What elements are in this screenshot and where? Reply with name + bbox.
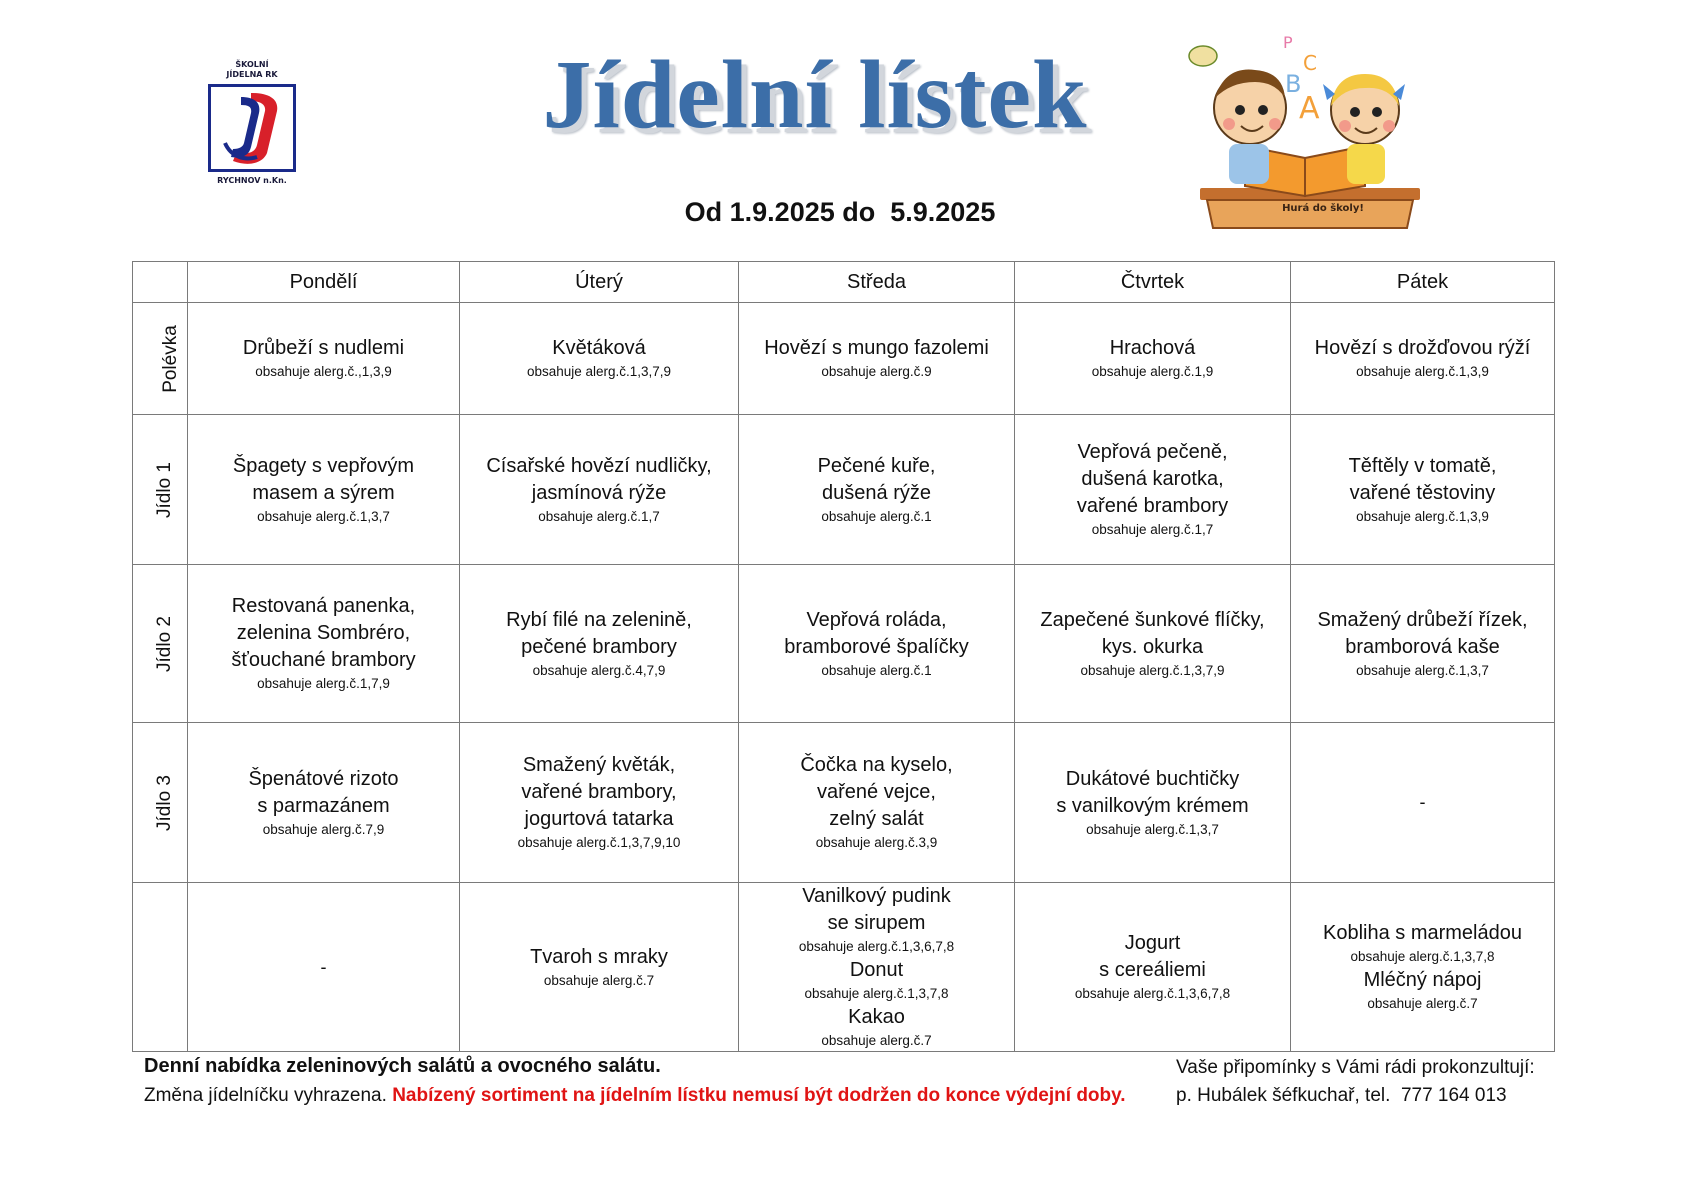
day-header-tuesday: Úterý (460, 262, 739, 303)
dish-name: bramborové špalíčky (784, 635, 969, 658)
menu-row (133, 415, 1555, 565)
menu-cell-tuesday (460, 303, 739, 415)
menu-cell-wednesday (739, 415, 1015, 565)
dish-name: s vanilkovým krémem (1056, 794, 1249, 817)
dish-name: Čočka na kyselo, (800, 754, 953, 776)
menu-cell-friday (1291, 415, 1555, 565)
logo-top-line-2: JÍDELNA RK (226, 70, 278, 79)
menu-cell-tuesday (460, 723, 739, 883)
dish-name: Kobliha s marmeládou (1323, 922, 1522, 944)
menu-cell-monday (188, 415, 460, 565)
illustration-caption: Hurá do školy! (1282, 203, 1364, 214)
row-label-cell (133, 723, 188, 883)
letter-c: C (1303, 51, 1317, 75)
dish-name: Špagety s vepřovým (232, 454, 415, 477)
header-row (133, 262, 1555, 303)
dish-name: zelný salát (829, 808, 924, 830)
dish-name: se sirupem (827, 912, 926, 934)
dish-name: jasmínová rýže (531, 481, 667, 504)
menu-cell-thursday (1015, 565, 1291, 723)
menu-cell-wednesday (739, 303, 1015, 415)
row-label-cell (133, 883, 188, 1052)
dish-name: dušená karotka, (1081, 468, 1224, 490)
menu-cell-wednesday (739, 723, 1015, 883)
letter-a: A (1299, 91, 1320, 126)
logo-bottom-line: RYCHNOV n.Kn. (217, 176, 287, 185)
menu-row (133, 565, 1555, 723)
menu-cell-thursday (1015, 303, 1291, 415)
allergen-info: obsahuje alerg.č.9 (821, 364, 932, 379)
allergen-info: obsahuje alerg.č.1,3,7,8 (804, 986, 949, 1001)
dish-name: zelenina Sombréro, (236, 622, 411, 644)
dish-name: Hovězí s drožďovou rýží (1314, 337, 1531, 359)
dish-name: vařené brambory, (521, 781, 677, 803)
dish-name: vařené těstoviny (1349, 481, 1496, 504)
day-header-monday: Pondělí (188, 262, 460, 303)
allergen-info: obsahuje alerg.č.1 (821, 508, 932, 524)
dish-name: dušená rýže (822, 481, 931, 504)
menu-row (133, 883, 1555, 1052)
allergen-info: obsahuje alerg.č.1,7 (1091, 522, 1214, 537)
letter-b: B (1285, 70, 1302, 98)
menu-cell-wednesday (739, 565, 1015, 723)
dish-name: Těftěly v tomatě, (1348, 454, 1497, 477)
dish-name: Jogurt (1124, 932, 1181, 954)
dish-name: masem a sýrem (252, 481, 395, 504)
logo-emblem (208, 84, 296, 172)
allergen-info: obsahuje alerg.č.7 (543, 972, 655, 988)
menu-cell-monday (188, 565, 460, 723)
allergen-info: obsahuje alerg.č.1,3,7 (1086, 821, 1219, 837)
corner-cell (133, 262, 188, 303)
weekly-menu-table (132, 261, 1555, 1052)
chef-contact: p. Hubálek šéfkuchař, tel. 777 164 013 (1176, 1085, 1507, 1106)
menu-cell-monday (188, 303, 460, 415)
dish-name: Smažený drůbeží řízek, (1317, 608, 1528, 631)
date-range: Od 1.9.2025 do 5.9.2025 (684, 197, 996, 227)
dish-name: Vepřová pečeně, (1077, 441, 1228, 463)
allergen-info: obsahuje alerg.č.1,7 (538, 508, 660, 524)
allergen-info: obsahuje alerg.č.7 (821, 1033, 932, 1048)
allergen-info: obsahuje alerg.č.1,3,7,8 (1350, 949, 1495, 964)
availability-warning: Nabízený sortiment na jídelním lístku nemusí být dodržen do konce výdejní doby. (392, 1085, 1126, 1106)
allergen-info: obsahuje alerg.č.7,9 (262, 821, 385, 837)
menu-cell-friday (1291, 723, 1555, 883)
dish-name: Rybí filé na zelenině, (506, 608, 692, 631)
allergen-info: obsahuje alerg.č.1,3,6,7,8 (798, 939, 955, 954)
dish-name: Smažený květák, (522, 754, 676, 776)
allergen-info: obsahuje alerg.č.1,3,7 (1356, 662, 1489, 678)
dish-name: Donut (849, 959, 904, 981)
feedback-note: Vaše připomínky s Vámi rádi prokonzultují: (1176, 1057, 1535, 1078)
row-label-cell (133, 415, 188, 565)
menu-row (133, 303, 1555, 415)
allergen-info: obsahuje alerg.č.1,3,7 (257, 508, 390, 524)
menu-cell-friday (1291, 883, 1555, 1052)
allergen-info: obsahuje alerg.č.3,9 (815, 835, 938, 850)
day-header-wednesday: Středa (739, 262, 1015, 303)
dish-name: Mléčný nápoj (1363, 969, 1482, 991)
menu-cell-monday (188, 883, 460, 1052)
menu-cell-monday (188, 723, 460, 883)
no-meal-dash: - (320, 956, 327, 977)
allergen-info: obsahuje alerg.č.4,7,9 (532, 662, 666, 678)
allergen-info: obsahuje alerg.č.1,7,9 (257, 676, 390, 691)
row-label: Polévka (159, 324, 181, 393)
dish-name: šťouchané brambory (231, 649, 416, 671)
dish-name: Kakao (848, 1006, 905, 1028)
dish-name: Květáková (552, 337, 646, 359)
page-title: Jídelní lístek (542, 41, 1088, 149)
menu-cell-thursday (1015, 415, 1291, 565)
dish-name: pečené brambory (521, 635, 677, 658)
menu-cell-thursday (1015, 723, 1291, 883)
menu-cell-tuesday (460, 883, 739, 1052)
logo-j-mark-icon (211, 87, 293, 169)
change-note: Změna jídelníčku vyhrazena. (144, 1085, 387, 1106)
allergen-info: obsahuje alerg.č.1,3,7,9,10 (517, 835, 681, 850)
menu-cell-friday (1291, 565, 1555, 723)
menu-row (133, 723, 1555, 883)
dish-name: Císařské hovězí nudličky, (486, 454, 712, 477)
row-label: Jídlo 1 (153, 461, 175, 518)
menu-cell-tuesday (460, 565, 739, 723)
allergen-info: obsahuje alerg.č.7 (1367, 996, 1478, 1011)
day-header-thursday: Čtvrtek (1015, 262, 1291, 303)
allergen-info: obsahuje alerg.č.1 (821, 662, 932, 678)
no-meal-dash: - (1419, 792, 1426, 812)
dish-name: Vanilkový pudink (802, 885, 951, 907)
menu-cell-wednesday (739, 883, 1015, 1052)
dish-name: Hovězí s mungo fazolemi (764, 337, 989, 359)
dish-name: Restovaná panenka, (231, 595, 416, 617)
row-label: Jídlo 2 (153, 615, 175, 672)
dish-name: Pečené kuře, (817, 454, 936, 477)
dish-name: Dukátové buchtičky (1065, 767, 1240, 790)
dish-name: bramborová kaše (1345, 635, 1500, 658)
dish-name: Špenátové rizoto (248, 767, 399, 790)
allergen-info: obsahuje alerg.č.1,9 (1091, 364, 1214, 379)
kids-reading-illustration (1185, 28, 1455, 233)
allergen-info: obsahuje alerg.č.1,3,7,9 (1080, 662, 1225, 678)
menu-cell-friday (1291, 303, 1555, 415)
allergen-info: obsahuje alerg.č.1,3,9 (1356, 508, 1489, 524)
dish-name: vařené vejce, (817, 781, 936, 803)
school-canteen-logo (204, 60, 300, 190)
row-label-cell (133, 303, 188, 415)
dish-name: s parmazánem (257, 794, 390, 817)
dish-name: Vepřová roláda, (806, 608, 947, 631)
dish-name: vařené brambory (1076, 495, 1229, 517)
allergen-info: obsahuje alerg.č.,1,3,9 (255, 364, 392, 379)
day-header-friday: Pátek (1291, 262, 1555, 303)
logo-top-line-1: ŠKOLNÍ (235, 60, 269, 69)
dish-name: Tvaroh s mraky (530, 945, 668, 968)
dish-name: Hrachová (1109, 337, 1196, 359)
change-note-line (144, 1085, 1126, 1107)
menu-cell-tuesday (460, 415, 739, 565)
allergen-info: obsahuje alerg.č.1,3,6,7,8 (1074, 986, 1231, 1001)
allergen-info: obsahuje alerg.č.1,3,9 (1356, 364, 1489, 379)
salad-offer-note: Denní nabídka zeleninových salátů a ovocného salátu. (144, 1055, 661, 1077)
dish-name: kys. okurka (1101, 635, 1204, 658)
dish-name: s cereáliemi (1099, 959, 1206, 981)
row-label-cell (133, 565, 188, 723)
allergen-info: obsahuje alerg.č.1,3,7,9 (526, 364, 672, 379)
dish-name: Drůbeží s nudlemi (242, 337, 405, 359)
menu-cell-thursday (1015, 883, 1291, 1052)
row-label: Jídlo 3 (153, 774, 175, 831)
letter-p: P (1283, 33, 1293, 52)
dish-name: jogurtová tatarka (524, 808, 674, 830)
dish-name: Zapečené šunkové flíčky, (1040, 608, 1265, 631)
